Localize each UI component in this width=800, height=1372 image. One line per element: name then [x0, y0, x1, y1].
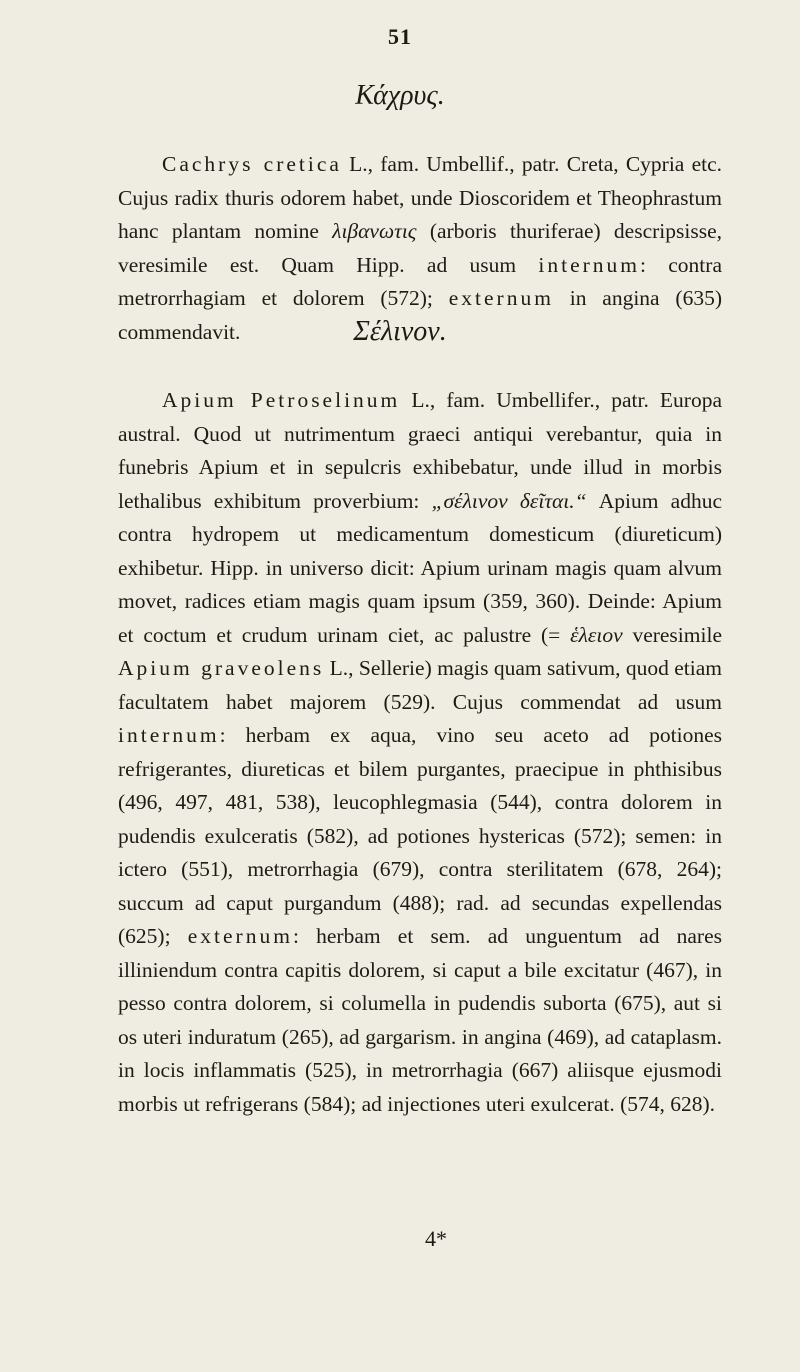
greek-term: „σέλινον δεῖται.“	[431, 488, 587, 513]
text-run: : herbam et sem. ad unguentum ad nares illiniendum contra capitis dolorem, si caput a bile excitatur (467), in pesso contra dolorem, si columella in pudendis suborta (675), aut si os uteri induratum (265), ad gargarism. in angina (469), ad cataplasm. in locis inflammatis (525), in metrorrhagia (667) aliisque ejusmodi morbis ut refrigerans (584); ad injectiones uteri exulcerat. (574, 628).	[118, 924, 723, 1116]
spaced-term: externum	[187, 924, 293, 948]
text-run: : contra metrorrhagiam et dolorem (572);	[118, 252, 722, 310]
text-run: (arboris thuriferae) descripsisse, veresimile est. Quam Hipp. ad usum	[118, 219, 722, 277]
section-heading-kachrys: Κάχρυς.	[355, 80, 445, 111]
text-run: L., fam. Umbellif., patr. Creta, Cypria etc. Cujus radix thuris odorem habet, unde Dioscoridem et Theophrastum hanc plantam nomine	[118, 152, 722, 243]
signature-mark: 4*	[425, 1226, 447, 1251]
section-heading-selinon: Σέλινον.	[353, 316, 447, 347]
text-run: Apium adhuc contra hydropem ut medicamentum domesticum (diureticum) exhibetur. Hipp. in universo dicit: Apium urinam magis quam alvum movet, radices etiam magis quam ipsum (359, 360). Deinde: Apium et coctum et crudum urinam ciet, ac palustre (=	[118, 488, 722, 647]
spaced-term: internum	[118, 723, 220, 747]
text-run: L., fam. Umbellifer., patr. Europa austral. Quod ut nutrimentum graeci antiqui verebantur, quia in funebris Apium et in sepulcris exhibebatur, unde illud in morbis lethalibus exhibitum proverbium:	[118, 388, 722, 513]
spaced-term: externum	[448, 286, 554, 310]
page-number: 51	[388, 24, 412, 49]
text-run: L., Sellerie) magis quam sativum, quod etiam facultatem habet majorem (529). Cujus commendat ad usum	[118, 656, 722, 714]
spaced-term: internum	[538, 252, 640, 277]
paragraph-apium	[118, 384, 722, 1121]
greek-term: ἑλειον	[570, 622, 623, 647]
text-run: veresimile	[622, 622, 722, 647]
lead-term: Apium Petroselinum	[162, 388, 401, 412]
text-run: : herbam ex aqua, vino seu aceto ad potiones refrigerantes, diureticas et bilem purgantes, praecipue in phthisibus (496, 497, 481, 538), leucophlegmasia (544), contra dolorem in pudendis exulceratis (582), ad potiones hystericas (572); semen: in ictero (551), metrorrhagia (679), contra sterilitatem (678, 264); succum ad caput purgandum (488); rad. ad secundas expellendas (625);	[118, 723, 722, 948]
spaced-term: Apium graveolens	[118, 656, 325, 680]
lead-term: Cachrys cretica	[162, 152, 342, 176]
greek-term: λιβανωτις	[332, 219, 417, 243]
text-run: in angina (635) commendavit.	[118, 286, 722, 344]
